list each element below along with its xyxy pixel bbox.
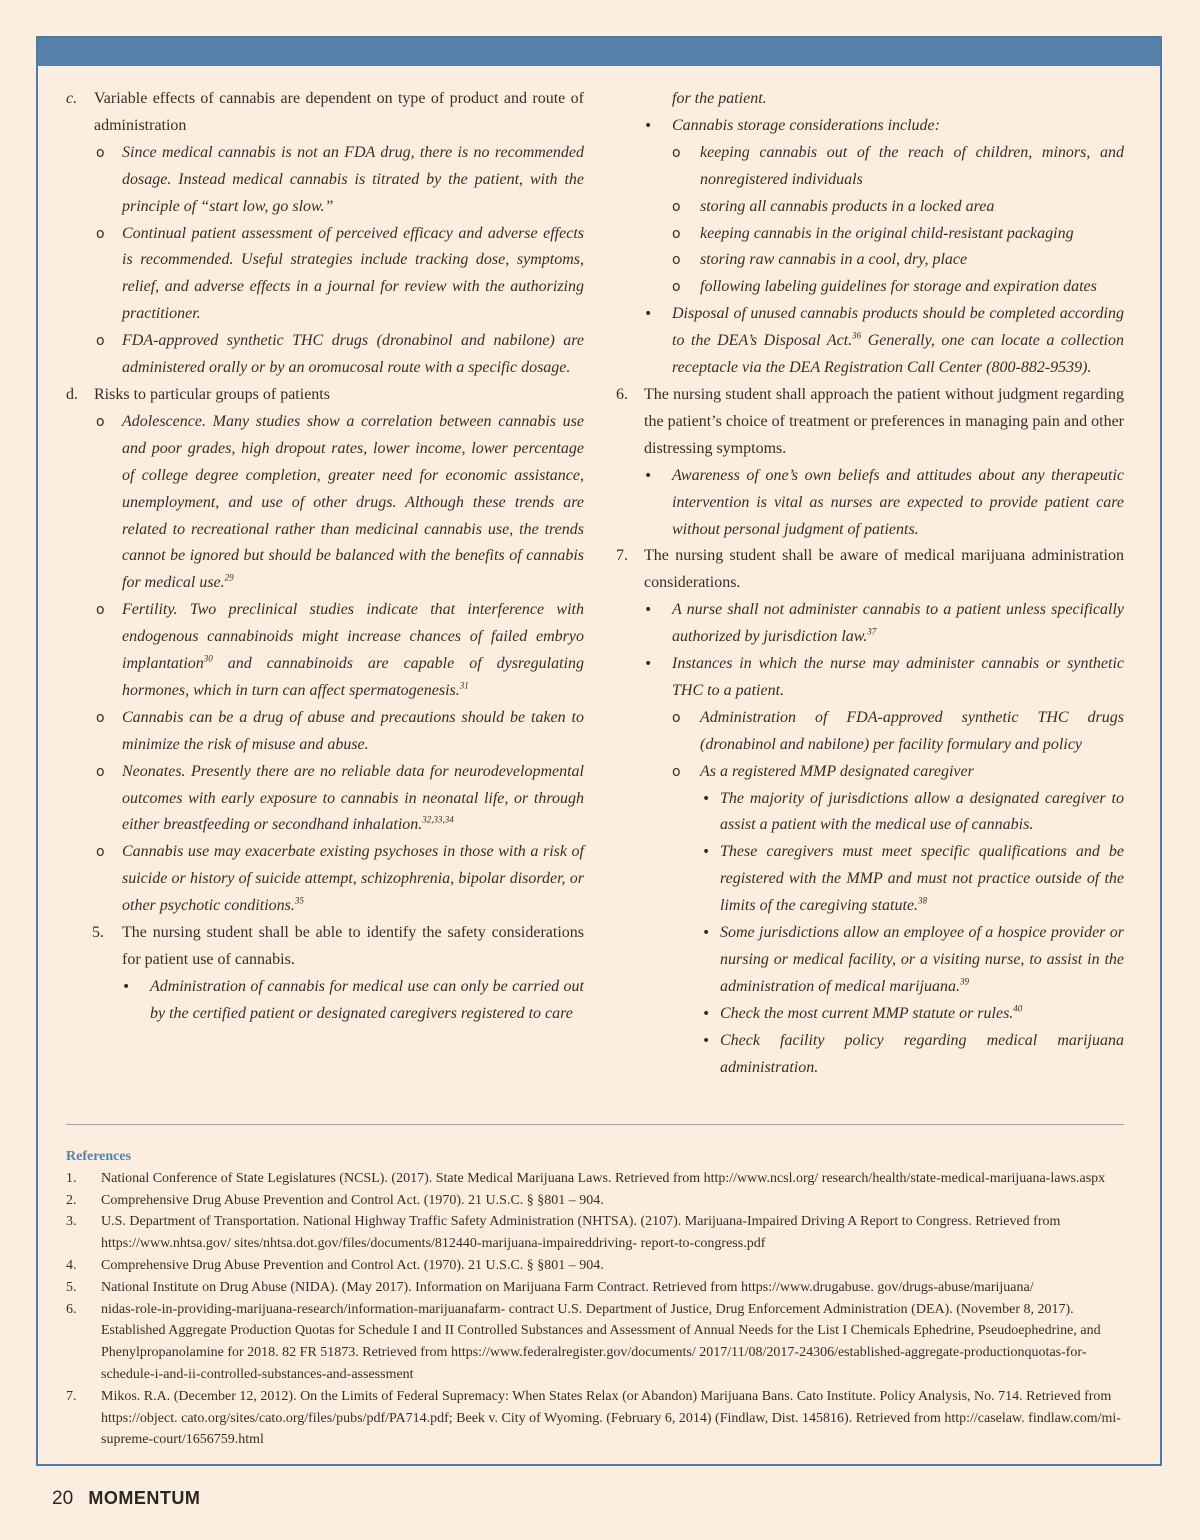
item-text: storing all cannabis products in a locked area (700, 197, 995, 215)
reference-number: 1. (66, 1170, 77, 1186)
list-item (616, 543, 1124, 597)
item-text: Cannabis use may exacerbate existing psychoses in those with a risk of suicide or history of suicide attempt, schizophrenia, bipolar disorder, or other psychotic conditions. (122, 843, 584, 915)
list-marker: • (644, 306, 653, 323)
item-text: The nursing student shall be aware of medical marijuana administration considerations. (644, 547, 1124, 592)
list-marker: o (96, 144, 105, 161)
citation-superscript: 35 (294, 895, 304, 906)
item-text: for the patient. (672, 90, 767, 107)
item-text: keeping cannabis out of the reach of children, minors, and nonregistered individuals (700, 143, 1124, 188)
reference-item (66, 1211, 1132, 1255)
reference-number: 3. (66, 1214, 77, 1230)
list-item (66, 839, 584, 920)
header-bar (38, 38, 1160, 66)
list-marker: • (644, 656, 653, 673)
list-item (616, 463, 1124, 544)
list-marker: • (644, 602, 653, 619)
reference-item (66, 1299, 1132, 1386)
reference-text: Comprehensive Drug Abuse Prevention and Control Act. (1970). 21 U.S.C. § §801 – 904. (101, 1257, 604, 1273)
item-text: Administration of cannabis for medical use can only be carried out by the certified patient or designated caregivers registered to care (150, 977, 584, 1022)
list-item (66, 597, 584, 705)
item-text: Generally, one can locate a collection receptacle via the DEA Registration Call Center (800-882-9539). (672, 332, 1125, 377)
list-item (616, 221, 1124, 248)
item-text: As a registered MMP designated caregiver (700, 762, 974, 780)
item-text: Cannabis can be a drug of abuse and precautions should be taken to minimize the risk of misuse and abuse. (122, 708, 584, 753)
item-text: Check facility policy regarding medical marijuana administration. (720, 1031, 1124, 1076)
left-column (66, 86, 584, 1028)
list-marker: o (96, 413, 105, 430)
reference-item (66, 1255, 1132, 1277)
list-marker: • (702, 925, 711, 942)
list-marker: 7. (616, 547, 628, 565)
reference-item (66, 1190, 1132, 1212)
citation-superscript: 40 (1013, 1003, 1023, 1014)
list-item (66, 409, 584, 597)
list-marker: • (702, 1005, 711, 1022)
list-marker: o (96, 602, 105, 619)
reference-text: nidas-role-in-providing-marijuana-research/information-marijuanafarm- contract U.S. Department of Justice, Drug Enforcement Administration (DEA). (November 8, 2017). Established Aggregate Production Quotas for Schedule I and II Controlled Substances and Assessment of Annual Needs for the List I Chemicals Ephedrine, Pseudoephedrine, and Phenylpropanolamine for 2018. 82 FR 51873. Retrieved from https://www.federalregister.gov/documents/ 2017/11/08/2017-24306/established-aggregate-productionquotas-for-schedule-i-and-ii-controlled-substances-and-assessment (101, 1301, 1101, 1382)
list-item (66, 328, 584, 382)
item-text: These caregivers must meet specific qualifications and be registered with the MMP and must not practice outside of the limits of the caregiving statute. (720, 843, 1124, 915)
list-marker: o (96, 225, 105, 242)
item-text: Continual patient assessment of perceived efficacy and adverse effects is recommended. Useful strategies include tracking dose, symptoms, relief, and adverse effects in a journal for review with the authorizing practitioner. (122, 224, 584, 323)
item-text: FDA-approved synthetic THC drugs (dronabinol and nabilone) are administered orally or by an oromucosal route with a specific dosage. (122, 332, 584, 377)
list-marker: o (96, 844, 105, 861)
reference-item (66, 1386, 1132, 1451)
list-item (616, 839, 1124, 920)
citation-superscript: 39 (960, 976, 969, 987)
item-text: Some jurisdictions allow an employee of a hospice provider or nursing or medical facility, or a visiting nurse, to assist in the administration of medical marijuana. (720, 924, 1124, 995)
item-text: storing raw cannabis in a cool, dry, place (700, 251, 968, 269)
list-marker: d. (66, 385, 78, 403)
list-item (616, 86, 1124, 113)
list-item (616, 274, 1124, 301)
item-text: Awareness of one’s own beliefs and attitudes about any therapeutic intervention is vital as nurses are expected to provide patient care without personal judgment of patients. (672, 466, 1124, 538)
item-text: Instances in which the nurse may administer cannabis or synthetic THC to a patient. (672, 655, 1124, 699)
reference-text: U.S. Department of Transportation. National Highway Traffic Safety Administration (NHTSA). (2107). Marijuana-Impaired Driving A Report to Congress. Retrieved from https://www.nhtsa.gov/ sites/nhtsa.dot.gov/files/documents/812440-marijuana-impaireddriving- report-to-congress.pdf (101, 1214, 1061, 1252)
item-text: Adolescence. Many studies show a correlation between cannabis use and poor grades, high dropout rates, lower income, lower percentage of college degree completion, greater need for economic assistance, unemployment, and use of other drugs. Although these trends are related to recreational rather than medicinal cannabis use, the trends cannot be ignored but should be balanced with the benefits of cannabis for medical use. (122, 412, 584, 592)
list-marker: o (672, 709, 681, 726)
citation-superscript: 37 (867, 626, 877, 637)
item-text: Cannabis storage considerations include: (672, 116, 940, 134)
item-text: and cannabinoids are capable of dysregulating hormones, which in turn can affect spermatogenesis. (122, 655, 584, 699)
list-marker: • (122, 978, 131, 995)
reference-number: 7. (66, 1388, 77, 1404)
item-text: Variable effects of cannabis are dependent on type of product and route of administration (94, 90, 584, 134)
list-item (616, 759, 1124, 786)
list-item (616, 651, 1124, 705)
list-marker: • (702, 790, 711, 807)
list-marker: o (672, 252, 681, 269)
list-marker: o (672, 279, 681, 296)
list-item (616, 705, 1124, 759)
list-marker: c. (66, 90, 78, 107)
list-marker: 6. (616, 385, 628, 403)
list-marker: • (702, 1032, 711, 1049)
reference-text: National Conference of State Legislatures (NCSL). (2017). State Medical Marijuana Laws. Retrieved from http://www.ncsl.org/ research/health/state-medical-marijuana-laws.aspx (101, 1170, 1106, 1186)
item-text: Since medical cannabis is not an FDA drug, there is no recommended dosage. Instead medical cannabis is titrated by the patient, with the principle of “start low, go slow.” (122, 143, 584, 215)
reference-number: 2. (66, 1192, 77, 1208)
list-item (616, 1001, 1124, 1028)
page-footer (52, 1488, 200, 1510)
list-item (616, 301, 1124, 382)
item-text: Check the most current MMP statute or rules. (720, 1004, 1014, 1022)
list-item (66, 705, 584, 759)
item-text: The majority of jurisdictions allow a designated caregiver to assist a patient with the medical use of cannabis. (720, 789, 1124, 834)
page-number: 20 (52, 1488, 74, 1509)
list-marker: o (96, 763, 105, 780)
list-marker: • (644, 467, 653, 484)
list-marker: • (702, 844, 711, 861)
item-text: Risks to particular groups of patients (94, 385, 330, 403)
citation-superscript: 38 (918, 895, 928, 906)
list-marker: o (672, 144, 681, 161)
list-item (66, 920, 584, 974)
references-title: References (66, 1149, 132, 1164)
item-text: The nursing student shall approach the patient without judgment regarding the patient’s choice of treatment or preferences in managing pain and other distressing symptoms. (644, 385, 1124, 457)
list-marker: 5. (92, 924, 104, 942)
magazine-name: MOMENTUM (88, 1488, 201, 1508)
reference-text: National Institute on Drug Abuse (NIDA). (May 2017). Information on Marijuana Farm Contract. Retrieved from https://www.drugabuse. gov/drugs-abuse/marijuana/ (101, 1279, 1034, 1295)
list-item (616, 920, 1124, 1001)
list-item (616, 113, 1124, 140)
list-marker: o (96, 333, 105, 350)
list-item (616, 786, 1124, 840)
list-marker: o (96, 709, 105, 726)
list-item (66, 759, 584, 840)
list-item (66, 86, 584, 140)
list-marker: o (672, 198, 681, 215)
reference-item (66, 1277, 1132, 1299)
item-text: Disposal of unused cannabis products should be completed according to the DEA’s Disposal Act. (672, 305, 1124, 350)
item-text: The nursing student shall be able to identify the safety considerations for patient use of cannabis. (122, 924, 584, 968)
item-text: Administration of FDA-approved synthetic THC drugs (dronabinol and nabilone) per facility formulary and policy (700, 708, 1124, 753)
item-text: Neonates. Presently there are no reliable data for neurodevelopmental outcomes with early exposure to cannabis in neonatal life, or through either breastfeeding or secondhand inhalation. (122, 762, 584, 834)
references-section (66, 1146, 1132, 1451)
list-item (66, 140, 584, 221)
citation-superscript: 29 (224, 572, 234, 583)
list-item (616, 247, 1124, 274)
item-text: following labeling guidelines for storage and expiration dates (700, 278, 1097, 296)
list-item (616, 382, 1124, 463)
citation-superscript: 30 (203, 653, 213, 664)
list-marker: o (672, 225, 681, 242)
list-marker: o (672, 763, 681, 780)
list-marker: • (644, 117, 653, 134)
list-item (66, 221, 584, 329)
reference-number: 4. (66, 1257, 77, 1273)
reference-number: 5. (66, 1279, 77, 1295)
item-text: keeping cannabis in the original child-resistant packaging (700, 224, 1074, 242)
right-column (616, 86, 1124, 1082)
item-text: A nurse shall not administer cannabis to a patient unless specifically authorized by jurisdiction law. (672, 601, 1124, 646)
citation-superscript: 32,33,34 (422, 815, 454, 826)
list-item (616, 597, 1124, 651)
list-item (616, 1028, 1124, 1082)
citation-superscript: 31 (459, 680, 469, 691)
reference-text: Comprehensive Drug Abuse Prevention and Control Act. (1970). 21 U.S.C. § §801 – 904. (101, 1192, 604, 1208)
list-item (66, 382, 584, 409)
item-text: Fertility. Two preclinical studies indicate that interference with endogenous cannabinoids might increase chances of failed embryo implantation (122, 601, 584, 673)
references-list (66, 1168, 1132, 1451)
list-item (66, 974, 584, 1028)
list-item (616, 140, 1124, 194)
references-divider (66, 1124, 1124, 1125)
list-item (616, 194, 1124, 221)
citation-superscript: 36 (852, 330, 862, 341)
reference-number: 6. (66, 1301, 77, 1317)
reference-item (66, 1168, 1132, 1190)
reference-text: Mikos. R.A. (December 12, 2012). On the Limits of Federal Supremacy: When States Relax (or Abandon) Marijuana Bans. Cato Institute. Policy Analysis, No. 714. Retrieved from https://object. cato.org/sites/cato.org/files/pubs/pdf/PA714.pdf; Beek v. City of Wyoming. (February 6, 2014) (Findlaw, Dist. 145816). Retrieved from http://caselaw. findlaw.com/mi-supreme-court/1656759.html (101, 1388, 1121, 1448)
